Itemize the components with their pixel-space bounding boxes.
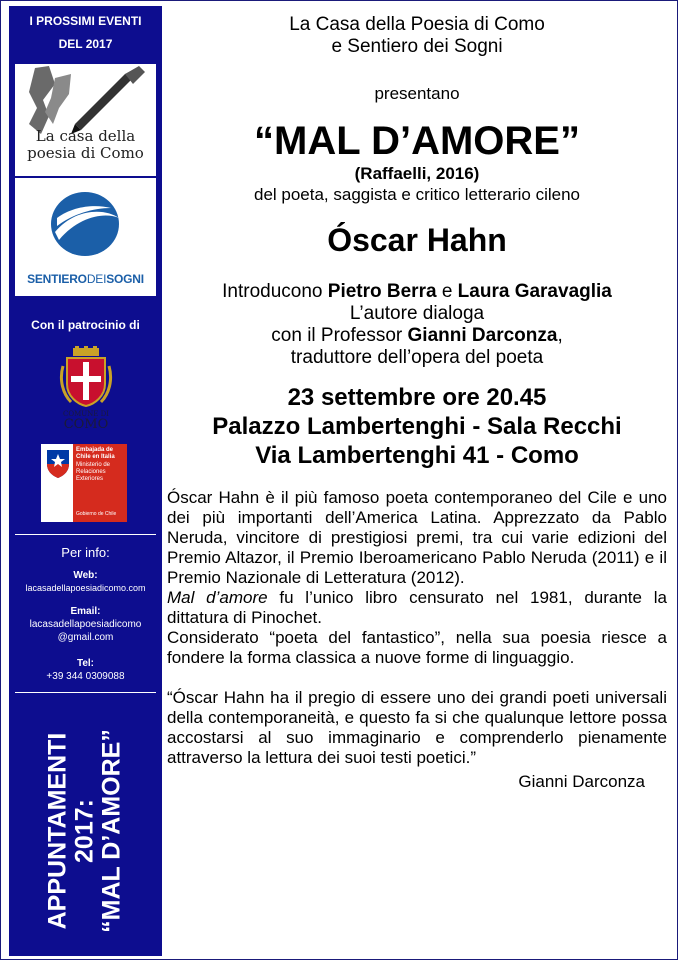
logo2-text-c: SOGNI	[106, 272, 144, 286]
embajada-line1: Embajada de	[76, 447, 114, 453]
sidebar-header-line2: DEL 2017	[58, 37, 113, 51]
event-venue1: Palazzo Lambertenghi - Sala Recchi	[212, 413, 622, 440]
dialog-line3: traduttore dell’opera del poeta	[290, 347, 544, 368]
casa-poesia-logo	[15, 64, 156, 176]
patrocinio-label: Con il patrocinio di	[31, 318, 140, 332]
embajada-line2: Chile en Italia	[76, 454, 115, 460]
author-name: Óscar Hahn	[327, 222, 507, 258]
comune-line2: COMO	[63, 417, 109, 432]
web-label: Web:	[73, 570, 98, 581]
dialog-line1: L’autore dialoga	[349, 303, 485, 324]
embajada-chile-logo	[41, 444, 127, 522]
bio-italic-title: Mal d’amore	[167, 588, 268, 607]
intro-prefix: Introducono	[222, 281, 328, 302]
sidebar	[9, 6, 162, 956]
tel-value: +39 344 0309088	[46, 671, 125, 682]
logo2-text-a: SENTIERO	[27, 272, 87, 286]
event-date: 23 settembre ore 20.45	[287, 384, 547, 411]
comune-line1: COMUNE DI	[63, 410, 109, 418]
main-content	[167, 6, 667, 792]
dialog-name: Gianni Darconza	[407, 325, 558, 346]
quote-text: “Óscar Hahn ha il pregio di essere uno dei grandi poeti universali della contemporaneità, e questo fa si che qualunque lettore possa accostarsi al suo immaginario e comprenderlo pienamente attraverso la lettura dei suoi testi poetici.”	[167, 688, 667, 767]
event-venue2: Via Lambertenghi 41 - Como	[255, 442, 579, 469]
event-description: del poeta, saggista e critico letterario cileno	[253, 185, 580, 204]
swirl-logo-icon	[15, 178, 156, 270]
intro-name1: Pietro Berra	[327, 281, 437, 302]
introduction-block	[167, 281, 667, 369]
org-line2: e Sentiero dei Sogni	[331, 36, 503, 57]
bio-paragraph1: Óscar Hahn è il più famoso poeta contemporaneo del Cile e uno dei più importanti dell’America Latina. Apprezzato da Pablo Neruda, vincitore di prestigiosi premi, tra cui varie edizioni del Premio Altazor, il Premio Iberoamericano Pablo Neruda (2011) e il Premio Nazionale di Letteratura (2012).	[167, 488, 667, 587]
sidebar-divider	[15, 692, 156, 693]
info-title: Per info:	[61, 545, 110, 560]
email-label: Email:	[70, 606, 101, 617]
quote-author: Gianni Darconza	[518, 772, 645, 791]
comune-como-logo	[59, 346, 113, 436]
coat-of-arms-icon	[59, 346, 113, 408]
intro-name2: Laura Garavaglia	[457, 281, 612, 302]
event-details	[167, 383, 667, 470]
event-subtitle: (Raffaelli, 2016)	[354, 164, 480, 183]
embajada-line3: Ministerio de	[76, 462, 111, 468]
bio-paragraph2: fu l’unico libro censurato nel 1981, durante la dittatura di Pinochet.	[167, 588, 667, 627]
org-line1: La Casa della Poesia di Como	[289, 14, 545, 35]
sidebar-divider	[15, 534, 156, 535]
web-link[interactable]: lacasadellapoesiadicomo.com	[25, 583, 146, 593]
logo1-line2: poesia di Como	[27, 144, 144, 162]
logo1-line1: La casa della	[35, 127, 136, 145]
gobierno-label: Gobierno de Chile	[76, 511, 117, 517]
logo2-text-b: DEI	[86, 272, 107, 286]
intro-and: e	[436, 281, 458, 302]
vertical-line2: 2017:	[70, 799, 99, 863]
sentiero-dei-sogni-logo	[15, 178, 156, 296]
dialog-prefix: con il Professor	[271, 325, 408, 346]
tel-label: Tel:	[76, 658, 95, 669]
presentano: presentano	[374, 84, 460, 103]
vertical-title-block	[9, 706, 162, 956]
vertical-line3: “MAL D’AMORE”	[97, 729, 126, 933]
bio-block	[167, 488, 667, 668]
chile-shield-icon	[43, 446, 73, 480]
sidebar-header-line1: I PROSSIMI EVENTI	[29, 14, 142, 28]
embajada-line4: Relaciones Exteriores	[76, 469, 106, 482]
dialog-suffix: ,	[557, 325, 563, 346]
vertical-line1: APPUNTAMENTI	[43, 732, 72, 930]
email-link-line1[interactable]: lacasadellapoesiadicomo	[29, 619, 142, 630]
bio-paragraph3: Considerato “poeta del fantastico”, nella sua poesia riesce a fondere la forma classica a nuove forme di linguaggio.	[167, 628, 667, 667]
email-link-line2[interactable]: @gmail.com	[57, 632, 114, 643]
event-title: “MAL D’AMORE”	[254, 119, 580, 163]
